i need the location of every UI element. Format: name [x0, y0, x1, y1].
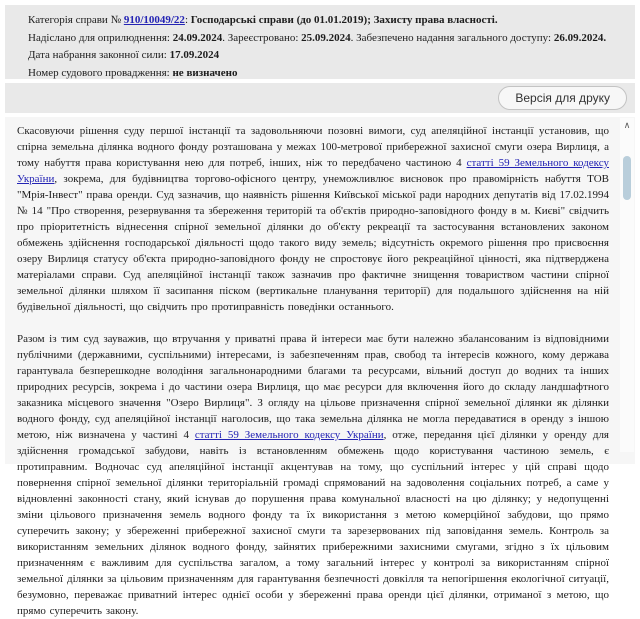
text-segment: , отже, передання цієї ділянки у оренду для здійснення громадської забудови, навіть із встановленням обмежень щодо користування частиною земель, є протиправним. Водночас суд апеляційної інстанції акцентував на тому, що суспільний інтерес у цій справі щодо повернення спірної земельної ділянки територіальній громаді спрямований на задоволення соціальних потреб, а саме у відновленні законності стану, який існував до порушення права комунальної власності на цю ділянку; у недопущенні зміни цільового призначення земель водного фонду та їх використання з метою комерційної забудови, що прямо суперечить закону; у збереженні прибережної захисної смуги та зарезервованих під заповідання земель. Контроль за використанням земельних ділянок водного фонду, зайнятих прибережними захисними смугами, згідно з їх цільовим призначенням є важливим для суспільства загалом, а тому загальний інтерес у контролі за використанням спірної земельної ділянки за цільовим призначенням для гарантування безпечності довкілля та непогіршення екологічної ситуації, безумовно, переважає приватний інтерес однієї особи у збереженні права оренди цієї ділянки, отриманої з метою, що прямо суперечить закону. — [17, 429, 609, 617]
legal-force-date-row — [28, 47, 623, 65]
case-meta-panel — [5, 5, 635, 79]
decision-paragraph-2 — [17, 331, 609, 619]
toolbar — [5, 83, 635, 113]
publication-dates-row — [28, 30, 623, 48]
scrollbar-thumb[interactable] — [623, 156, 631, 200]
text-segment: 24.09.2024 — [172, 31, 223, 44]
text-segment: не визначено — [172, 66, 238, 79]
text-segment: Категорія справи № — [28, 14, 124, 26]
inline-law-link[interactable]: статті 59 Земельного кодексу України — [17, 157, 609, 185]
inline-law-link[interactable]: 910/10049/22 — [123, 14, 185, 26]
text-segment: Надіслано для оприлюднення: — [28, 31, 173, 44]
text-segment: , зокрема, для будівництва торгово-офісного центру, унеможливлює висновок про правомірність набуття ТОВ "Мрія-Інвест" права оренди. Суд зазначив, що наявність рішення Київської міської ради народних депутатів від 17.02.1994 № 14 "Про створення, резервування та збереження територій та об'єктів природно-заповідного фонду в м. Києві" свідчить про пріоритетність віднесення спірної земельної ділянки до об'єкту рекреації та застосування встановлених законом обмежень здійснення господарської діяльності щодо такого виду земель; відсутність окремого рішення про присвоєння озеру Вирлиця статусу об'єкта природно-заповідного фонду не спростовує його рекреаційної цінності, яка підтверджена матеріалами справи. Суд апеляційної інстанції також зазначив про фактичне знищення товариством частини спірної земельної ділянки шляхом її засипання піском (вертикальне планування території) для подальшого здійснення на ній будівельної діяльності, що свідчить про протиправність поведінки останнього. — [17, 173, 609, 313]
text-segment: 26.09.2024. — [553, 31, 607, 44]
text-segment: Господарські справи (до 01.01.2019); Захисту права власності. — [190, 14, 498, 26]
text-segment: : — [184, 14, 191, 26]
proceeding-number-row — [28, 65, 623, 83]
print-version-button[interactable]: Версія для друку — [498, 86, 627, 110]
text-segment: 17.09.2024 — [169, 49, 220, 61]
inline-law-link[interactable]: статті 59 Земельного кодексу України — [194, 429, 384, 441]
decision-text-panel — [5, 117, 635, 617]
text-segment: . Зареєстровано: — [222, 31, 302, 44]
vertical-scrollbar[interactable] — [620, 118, 634, 452]
text-segment: . Забезпечено надання загального доступу: — [350, 31, 554, 44]
decision-paragraph-1 — [17, 123, 609, 315]
scroll-up-arrow-icon[interactable]: ∧ — [623, 121, 631, 131]
text-segment: Разом із тим суд зауважив, що втручання у приватні права й інтереси має бути належно збалансованим із відповідними публічними (державними, суспільними) інтересами, із забезпеченням прав, свобод та інтересів кожного, кому держава гарантувала безперешкодне володіння загальнонародними благами та ресурсами, вільний доступ до водних та інших природних ресурсів, зокрема і до частини озера Вирлиця, що має ресурси для включення його до складу ландшафтного заказника місцевого значення "Озеро Вирлиця". З огляду на цільове призначення спірної земельної ділянки як ділянки водного фонду, суд апеляційної інстанції наголосив, що така земельна ділянка не могла передаватися в оренду з іншою метою, ніж визначена у частині 4 — [17, 333, 609, 441]
court-registry-page — [0, 5, 640, 617]
case-category-row — [28, 12, 623, 30]
text-segment: Дата набрання законної сили: — [28, 49, 170, 61]
text-segment: Номер судового провадження: — [28, 66, 173, 79]
text-segment: 25.09.2024 — [301, 31, 351, 44]
text-segment: Скасовуючи рішення суду першої інстанції та задовольняючи позовні вимоги, суд апеляційної інстанції установив, що спірна земельна ділянка водного фонду розташована у межах 100-метрової прибережної захисної смуги озера Вирлиця, а тому набуття права користування нею для потреб, інших, ніж то передбачено частиною 4 — [17, 125, 609, 169]
